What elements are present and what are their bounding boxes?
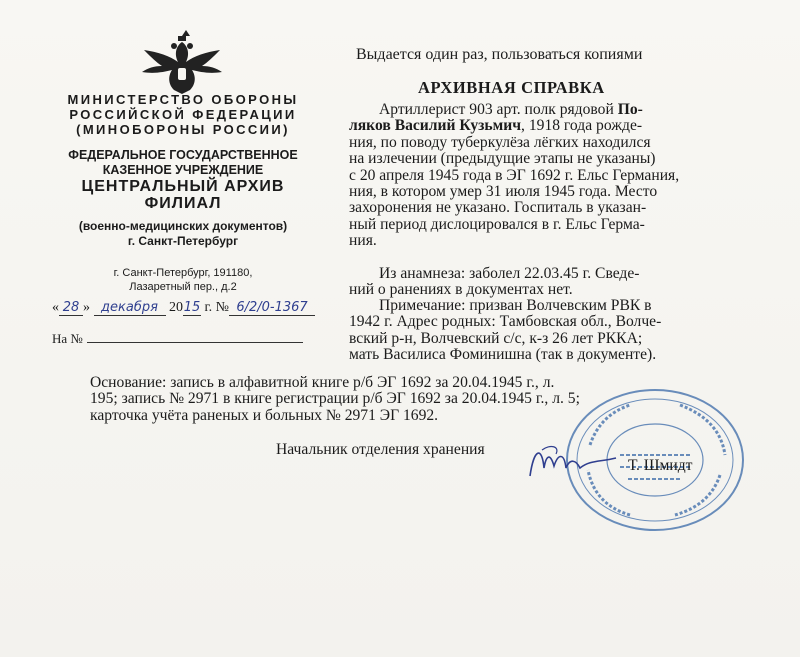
text-segment: Артиллерист 903 арт. полк рядовой <box>379 101 618 118</box>
date-number-field <box>52 300 315 316</box>
text-line: Основание: запись в алфавитной книге р/б ЭГ 1692 за 20.04.1945 г., л. <box>90 374 555 391</box>
reference-field <box>52 330 303 347</box>
text-line: мать Василиса Фоминишна (так в документе). <box>349 346 657 364</box>
text-line: Примечание: призван Волчевским РВК в <box>379 297 652 314</box>
text-line: ний о ранениях в документах нет. <box>349 281 573 299</box>
soldier-name-part: По- <box>617 101 643 118</box>
text-line: ния, по поводу туберкулёза лёгких находился <box>349 133 651 151</box>
ministry-line: МИНИСТЕРСТВО ОБОРОНЫ <box>67 92 299 107</box>
ministry-line: (МИНОБОРОНЫ РОССИИ) <box>76 122 290 137</box>
institution-line: КАЗЕННОЕ УЧРЕЖДЕНИЕ <box>102 163 264 177</box>
double-headed-eagle-emblem <box>138 28 226 98</box>
text-line: Из анамнеза: заболел 22.03.45 г. Сведе- <box>379 265 640 282</box>
text-line: 195; запись № 2971 в книге регистрации р/б ЭГ 1692 за 20.04.1945 г., л. 5; <box>90 390 580 408</box>
text-line: ный период дислоцировался в г. Ельс Герма- <box>349 215 645 233</box>
text-line: ния, в котором умер 31 июля 1945 года. Место <box>349 183 658 201</box>
address-line: г. Санкт-Петербург, 191180, <box>113 267 253 279</box>
signatory-name: Т. Шмидт <box>628 457 693 474</box>
anamnesis-paragraph <box>349 266 717 299</box>
text-line: захоронения не указано. Госпиталь в указан- <box>349 199 647 217</box>
text-line <box>349 118 717 134</box>
text-line: вский р-н, Волчевский с/с, к-з 26 лет РККА; <box>349 329 643 347</box>
text-segment: , 1918 года рожде- <box>521 117 643 135</box>
text-line: с 20 апреля 1945 года в ЭГ 1692 г. Ельс Германия, <box>349 166 680 184</box>
date-year-tail: г. № <box>204 300 230 315</box>
date-open-quote: « <box>52 300 59 315</box>
text-line: 1942 г. Адрес родных: Тамбовская обл., Волче- <box>349 313 662 331</box>
address-line: Лазаретный пер., д.2 <box>129 281 237 293</box>
outgoing-number: 6/2/0-1367 <box>229 300 315 316</box>
text-line: карточка учёта раненых и больных № 2971 ЭГ 1692. <box>90 406 439 424</box>
institution-header <box>48 148 318 178</box>
reference-label: На № <box>52 331 83 346</box>
archive-line: ФИЛИАЛ <box>144 195 222 212</box>
soldier-name-part: ляков Василий Кузьмич <box>349 117 522 135</box>
department-line: г. Санкт-Петербург <box>127 234 239 248</box>
date-year-suffix: 15 <box>183 300 201 315</box>
main-paragraph <box>349 102 717 250</box>
date-month: декабря <box>94 300 166 316</box>
ministry-header <box>48 92 318 137</box>
reference-blank-line <box>87 330 303 343</box>
ministry-line: РОССИЙСКОЙ ФЕДЕРАЦИИ <box>69 107 297 122</box>
postal-address <box>48 266 318 294</box>
date-day: 28 <box>59 300 83 316</box>
text-line <box>349 102 717 118</box>
issue-note: Выдается один раз, пользоваться копиями <box>356 46 643 63</box>
archive-name <box>48 178 318 212</box>
document-title: АРХИВНАЯ СПРАВКА <box>418 78 605 97</box>
department-line: (военно-медицинских документов) <box>78 219 288 233</box>
signatory-position: Начальник отделения хранения <box>276 441 485 458</box>
note-paragraph <box>349 298 717 364</box>
text-line: на излечении (предыдущие этапы не указаны) <box>349 150 656 168</box>
archive-line: ЦЕНТРАЛЬНЫЙ АРХИВ <box>81 178 285 195</box>
date-close-quote: » <box>83 300 90 315</box>
department-name <box>48 219 318 249</box>
handwritten-signature <box>520 438 640 488</box>
date-year-prefix: 20 <box>169 300 183 315</box>
text-line: ния. <box>349 232 377 250</box>
institution-line: ФЕДЕРАЛЬНОЕ ГОСУДАРСТВЕННОЕ <box>68 148 298 162</box>
